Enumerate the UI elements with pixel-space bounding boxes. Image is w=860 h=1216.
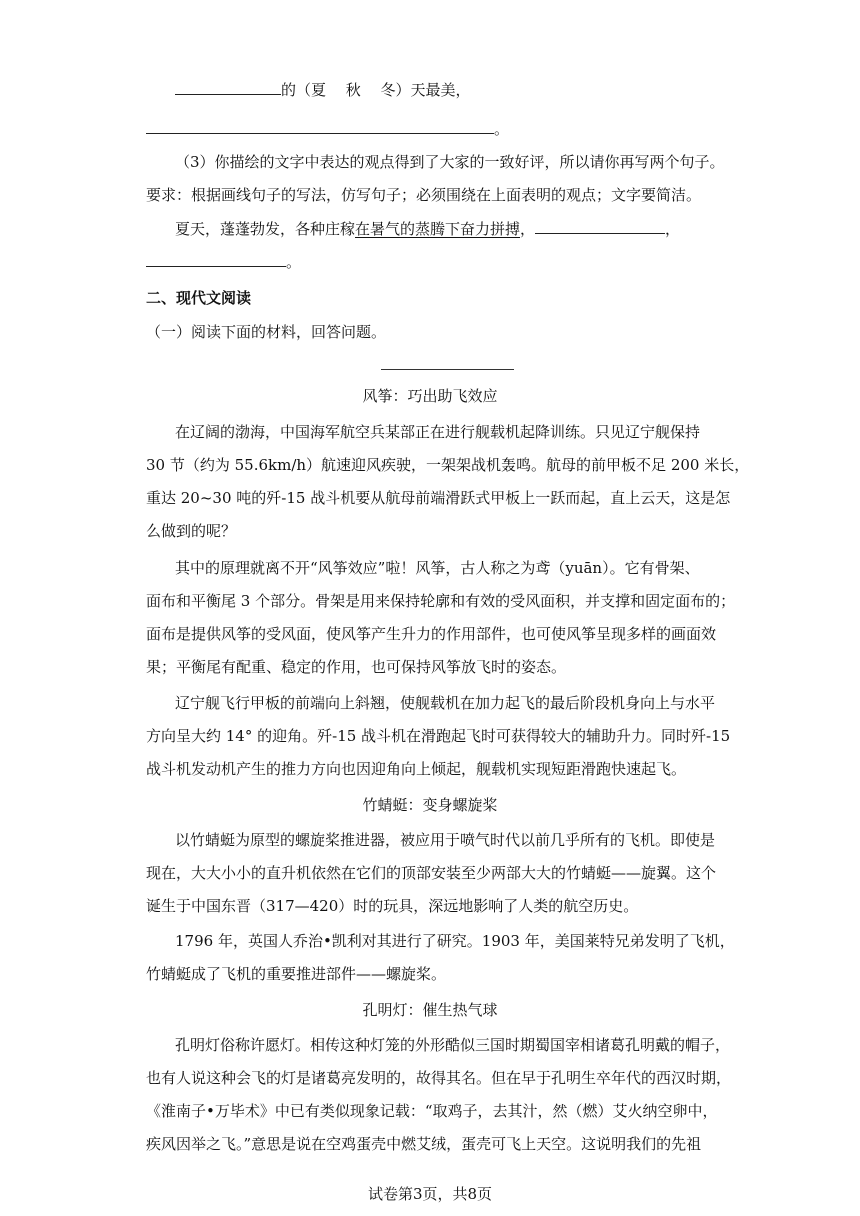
paragraph-line: 辽宁舰飞行甲板的前端向上斜翘，使舰载机在加力起飞的最后阶段机身向上与水平 — [175, 694, 716, 712]
paragraph-line: 现在，大大小小的直升机依然在它们的顶部安装至少两部大大的竹蜻蜓——旋翼。这个 — [146, 864, 717, 882]
paragraph-line: 诞生于中国东晋（317—420）时的玩具，深远地影响了人类的航空历史。 — [146, 897, 639, 915]
question-3-example: 夏天，蓬蓬勃发，各种庄稼在暑气的蒸腾下奋力拼搏， ， — [175, 220, 681, 238]
question-3-line-1: （3）你描绘的文字中表达的观点得到了大家的一致好评，所以请你再写两个句子。 — [175, 153, 725, 171]
question-3-line-2: 要求：根据画线句子的写法，仿写句子；必须围绕在上面表明的观点；文字要简洁。 — [146, 186, 702, 204]
paragraph-line: 么做到的呢？ — [146, 522, 237, 540]
paragraph-line: 30 节（约为 55.6km/h）航速迎风疾驶，一架架战机轰鸣。航母的前甲板不足 200 米长， — [146, 456, 750, 474]
paragraph-line: 在辽阔的渤海，中国海军航空兵某部正在进行舰载机起降训练。只见辽宁舰保持 — [175, 423, 701, 441]
answer-blank[interactable] — [146, 252, 286, 267]
article-subtitle-3: 孔明灯：催生热气球 — [362, 1001, 498, 1019]
article-subtitle-1: 风筝：巧出助飞效应 — [362, 387, 498, 405]
title-separator — [381, 369, 514, 370]
question-3-example-cont: 。 — [146, 252, 301, 272]
paragraph-line: 面布和平衡尾 3 个部分。骨架是用来保持轮廓和有效的受风面积，并支撑和固定面布的； — [146, 592, 736, 610]
article-subtitle-2: 竹蜻蜓：变身螺旋桨 — [362, 796, 498, 814]
section-subheading: （一）阅读下面的材料，回答问题。 — [146, 323, 387, 341]
paragraph-line: 疾风因举之飞。”意思是说在空鸡蛋壳中燃艾绒，蛋壳可飞上天空。这说明我们的先祖 — [146, 1135, 702, 1153]
paragraph-line: 其中的原理就离不开“风筝效应”啦！风筝，古人称之为鸢（yuān）。它有骨架、 — [175, 559, 700, 577]
paragraph-line: 重达 20~30 吨的歼-15 战斗机要从航母前端滑跃式甲板上一跃而起，直上云天，这是怎 — [146, 489, 731, 507]
paragraph-line: 《淮南子•万毕术》中已有类似现象记载：“取鸡子，去其汁，然（燃）艾火纳空卵中， — [146, 1102, 718, 1120]
answer-blank[interactable] — [535, 219, 665, 234]
paragraph-line: 战斗机发动机产生的推力方向也因迎角向上倾起，舰载机实现短距滑跑快速起飞。 — [146, 760, 687, 778]
page-footer: 试卷第3页，共8页 — [367, 1185, 493, 1203]
paragraph-line: 面布是提供风筝的受风面，使风筝产生升力的作用部件，也可使风筝呈现多样的画面效 — [146, 625, 717, 643]
fill-line-2: 。 — [146, 119, 509, 139]
paragraph-line: 也有人说这种会飞的灯是诸葛亮发明的，故得其名。但在早于孔明生卒年代的西汉时期， — [146, 1069, 732, 1087]
paragraph-line: 孔明灯俗称许愿灯。相传这种灯笼的外形酷似三国时期蜀国宰相诸葛孔明戴的帽子， — [175, 1036, 731, 1054]
paragraph-line: 方向呈大约 14° 的迎角。歼-15 战斗机在滑跑起飞时可获得较大的辅助升力。同时歼-15 — [146, 727, 731, 745]
answer-blank[interactable] — [175, 80, 281, 95]
paragraph-line: 1796 年，英国人乔治•凯利对其进行了研究。1903 年，美国莱特兄弟发明了飞机， — [175, 932, 735, 950]
paragraph-line: 竹蜻蜓成了飞机的重要推进部件——螺旋桨。 — [146, 965, 447, 983]
underlined-sentence: 在暑气的蒸腾下奋力拼搏 — [355, 220, 521, 238]
paragraph-line: 以竹蜻蜓为原型的螺旋桨推进器，被应用于喷气时代以前几乎所有的飞机。即使是 — [175, 831, 716, 849]
paragraph-line: 果；平衡尾有配重、稳定的作用，也可保持风筝放飞时的姿态。 — [146, 658, 567, 676]
fill-line-1: 的（夏 秋 冬）天最美， — [175, 80, 471, 100]
section-heading: 二、现代文阅读 — [146, 289, 252, 307]
answer-blank[interactable] — [146, 119, 494, 134]
